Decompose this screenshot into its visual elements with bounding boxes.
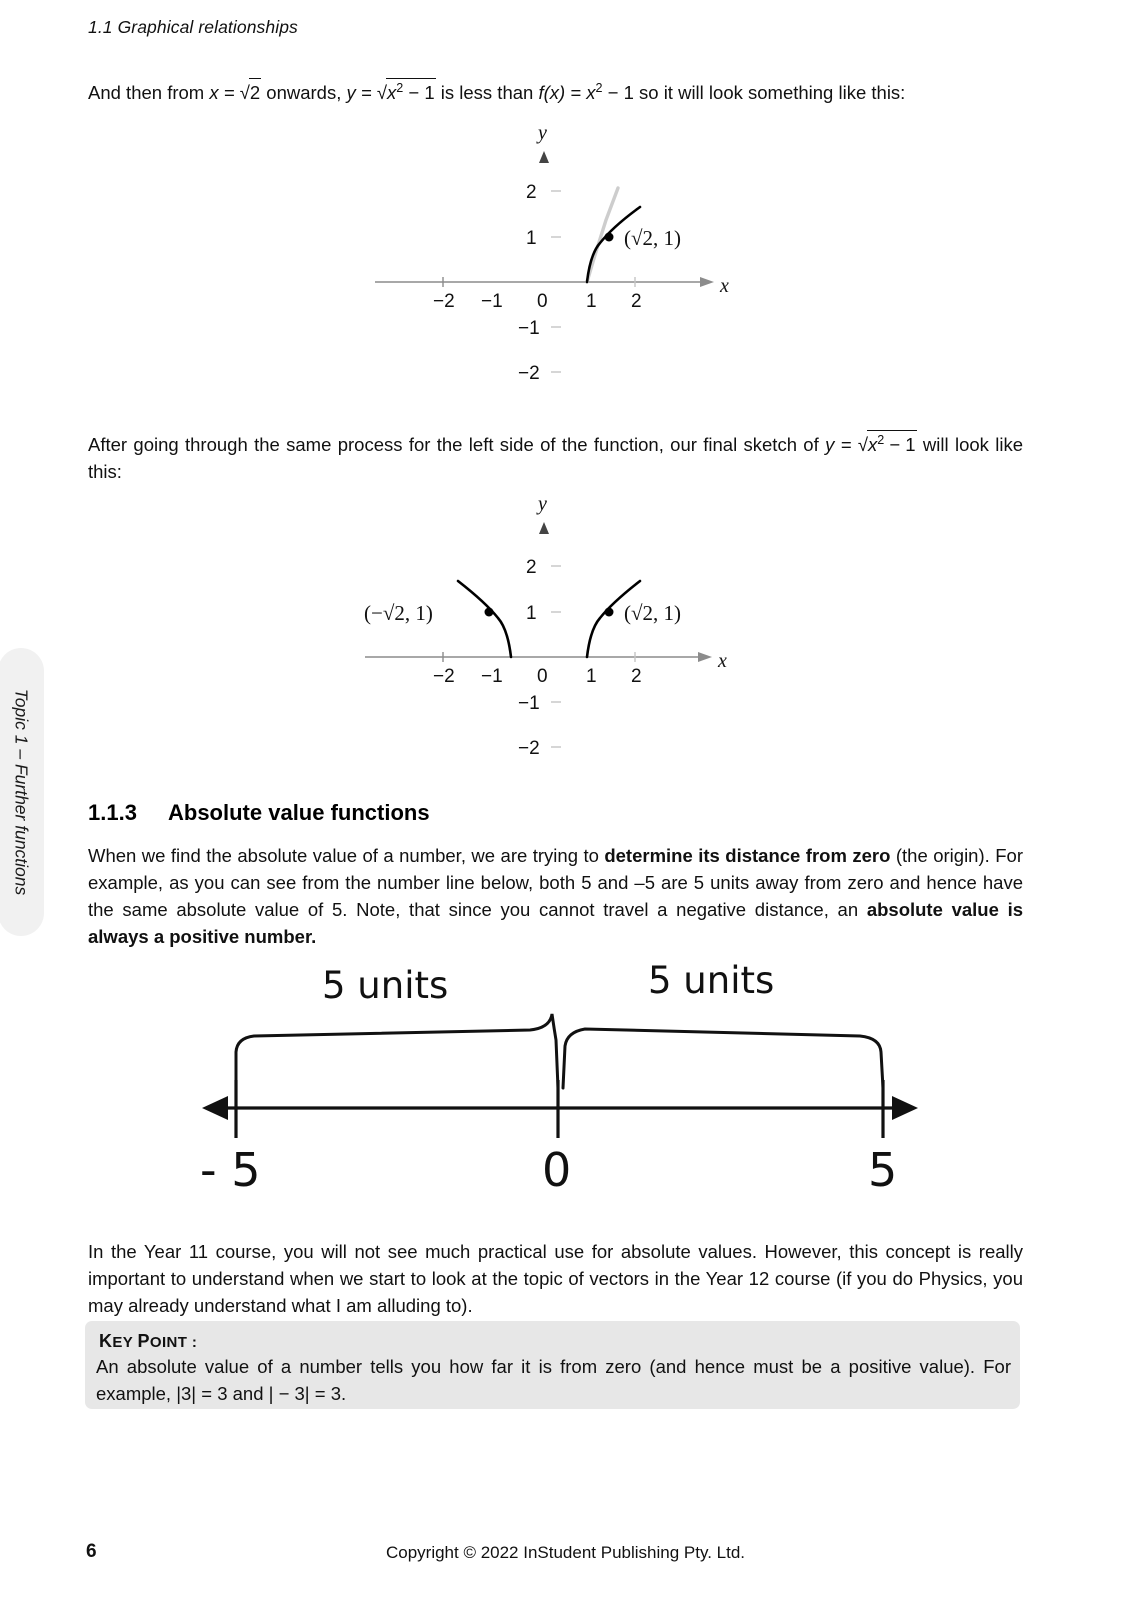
x-ticklabel-0: 0 <box>537 666 548 687</box>
text-bold-distance-from-zero: determine its distance from zero <box>604 845 891 866</box>
figure-number-line <box>180 959 940 1197</box>
key-point-body: An absolute value of a number tells you how far it is from zero (and hence must be a positive value). For example, |3| = 3 and | − 3| = 3. <box>96 1356 1011 1404</box>
key-point-title-ey: EY <box>112 1334 138 1351</box>
math-exponent: 2 <box>396 80 404 95</box>
radical-arg <box>386 78 436 106</box>
point-marker-sqrt2-1 <box>605 608 614 617</box>
text-fragment: And then from <box>88 82 210 103</box>
math-minus-one: − 1 <box>884 434 916 455</box>
paragraph-year11-note: In the Year 11 course, you will not see much practical use for absolute values. However, this concept is really important to understand when we start to look at the topic of vectors in the Year 12 course (if you do Physics, you may already understand what I am alluding to). <box>88 1241 1023 1316</box>
figure-sqrt-both-branches <box>360 485 740 760</box>
radical-sqrt-x2-minus-1: $√x^2 - 1$ <box>377 78 436 106</box>
section-number: 1.1.3 <box>88 800 137 825</box>
figure-sqrt-right-branch <box>370 115 740 385</box>
x-ticklabel-minus2: −2 <box>433 291 455 312</box>
y-ticklabel-minus2: −2 <box>518 363 540 384</box>
radical-arg: 2 <box>249 78 261 106</box>
x-ticklabel-0: 0 <box>537 291 548 312</box>
y-ticklabel-2: 2 <box>526 182 537 203</box>
section-title: Absolute value functions <box>168 800 430 825</box>
math-y-eq-text: y = <box>825 434 858 455</box>
text-fragment: onwards, <box>261 82 347 103</box>
figure-2-svg <box>360 485 740 760</box>
brace-left <box>236 1014 558 1088</box>
math-exponent: 2 <box>595 80 603 95</box>
y-ticklabel-2: 2 <box>526 557 537 578</box>
number-line-label-5: 5 <box>868 1143 898 1197</box>
point-label-sqrt2-1: (√2, 1) <box>624 601 682 625</box>
number-line-left-arrow <box>202 1096 228 1120</box>
math-var-x: x <box>387 82 397 103</box>
radical-sqrt2: √2 <box>240 78 261 106</box>
key-point-title-p: P <box>137 1331 150 1351</box>
x-axis-arrow <box>698 652 712 662</box>
math-y-equals-sqrt <box>347 82 436 103</box>
brace-right-label: 5 units <box>648 959 775 1002</box>
math-minus-one: − 1 <box>602 82 634 103</box>
math-y-equals-sqrt-2 <box>825 434 917 455</box>
math-x-equals <box>209 82 261 103</box>
x-axis-label: x <box>720 275 729 297</box>
y-axis-arrow <box>539 151 549 163</box>
number-line-label-minus5: - 5 <box>200 1143 261 1197</box>
math-x-eq-text: x = <box>209 82 240 103</box>
text-fragment: is less than <box>435 82 539 103</box>
brace-right <box>563 1029 883 1088</box>
y-ticklabel-1: 1 <box>526 603 537 624</box>
text-bold-positive-number: absolute value is always a positive number. <box>88 899 1024 947</box>
math-minus-one: − 1 <box>403 82 435 103</box>
math-var-x: x <box>586 82 596 103</box>
x-axis-arrow <box>700 277 714 287</box>
number-line-label-0: 0 <box>542 1143 572 1197</box>
key-point-title <box>99 1331 197 1352</box>
y-axis-label: y <box>538 493 547 515</box>
math-fx-equals <box>538 82 633 103</box>
y-axis-arrow <box>539 522 549 534</box>
figure-1-svg <box>370 115 740 385</box>
sqrt-curve-left <box>458 581 511 657</box>
point-marker-minus-sqrt2-1 <box>485 608 494 617</box>
y-ticklabel-minus1: −1 <box>518 318 540 339</box>
math-var-x: x <box>867 434 878 455</box>
point-label-sqrt2-1: (√2, 1) <box>624 226 682 250</box>
x-ticklabel-minus1: −1 <box>481 666 503 687</box>
x-ticklabel-1: 1 <box>586 666 597 687</box>
x-ticklabel-1: 1 <box>586 291 597 312</box>
key-point-box <box>85 1321 1020 1409</box>
number-line-right-arrow <box>892 1096 918 1120</box>
radical-arg <box>867 430 917 458</box>
paragraph-final-sketch <box>88 430 1023 485</box>
radical-sqrt-x2-minus-1: $√x^2 - 1$ <box>858 430 917 458</box>
point-label-minus-sqrt2-1: (−√2, 1) <box>364 601 433 625</box>
text-fragment: so it will look something like this: <box>633 82 906 103</box>
topic-side-tab-label: Topic 1 – Further functions <box>11 688 32 896</box>
y-axis-label: y <box>538 122 547 144</box>
text-fragment: will look like this: <box>88 434 1023 482</box>
x-ticklabel-minus2: −2 <box>433 666 455 687</box>
topic-side-tab <box>0 648 44 936</box>
x-axis-label: x <box>718 650 727 672</box>
ghost-parabola-curve <box>587 188 618 282</box>
math-exponent: 2 <box>877 432 885 447</box>
key-point-title-oint: OINT : <box>149 1334 198 1351</box>
number-line-svg <box>180 959 940 1197</box>
y-ticklabel-minus2: −2 <box>518 738 540 759</box>
x-ticklabel-minus1: −1 <box>481 291 503 312</box>
math-y-eq-text: y = <box>346 82 377 103</box>
key-point-title-k: K <box>99 1331 113 1351</box>
section-heading <box>88 800 430 826</box>
running-header: 1.1 Graphical relationships <box>88 17 298 37</box>
footer-copyright: Copyright © 2022 InStudent Publishing Pty. Ltd. <box>385 1543 746 1562</box>
text-fragment: After going through the same process for the left side of the function, our final sketch of <box>88 434 826 455</box>
paragraph-absolute-value <box>88 842 1023 950</box>
text-fragment: When we find the absolute value of a number, we are trying to <box>88 845 605 866</box>
y-ticklabel-minus1: −1 <box>518 693 540 714</box>
x-ticklabel-2: 2 <box>631 291 642 312</box>
math-fx-text: f(x) = <box>538 82 587 103</box>
point-marker-sqrt2-1 <box>605 233 614 242</box>
text-fragment: (the origin). For example, as you can see from the number line below, both 5 and –5 are 5 units away from zero and hence have the same absolute value of 5. Note, that since you cannot travel a negative distance, an <box>88 845 1023 920</box>
paragraph-intro <box>88 78 1023 106</box>
brace-left-label: 5 units <box>322 964 449 1007</box>
x-ticklabel-2: 2 <box>631 666 642 687</box>
footer-page-number: 6 <box>86 1541 97 1562</box>
y-ticklabel-1: 1 <box>526 228 537 249</box>
